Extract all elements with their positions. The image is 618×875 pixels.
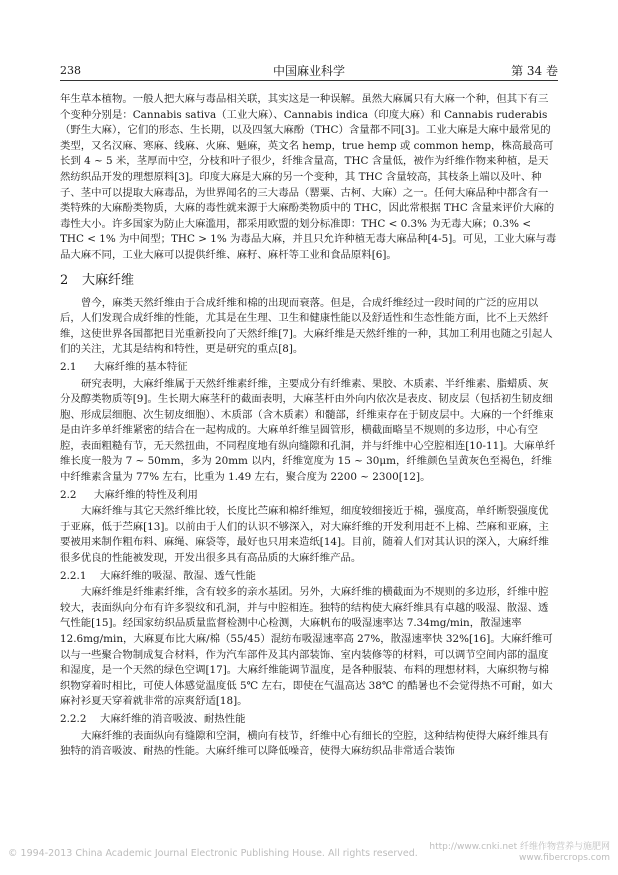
subsubsection-title: 大麻纤维的吸湿、散湿、透气性能: [100, 569, 256, 582]
copyright-notice: © 1994-2013 China Academic Journal Electronic Publishing House. All rights reserved.: [8, 848, 418, 859]
subsubsection-heading: [60, 569, 558, 585]
site-url: http://www.cnki.net: [429, 842, 518, 852]
section-paragraph: 曾今，麻类天然纤维由于合成纤维和棉的出现而衰落。但是，合成纤维经过一段时间的广泛的应用以后，人们发现合成纤维的性能，尤其是在生理、卫生和健康性能以及舒适性和生态性能方面，比不上天然纤维，这使世界各国都把目光重新投向了天然纤维[7]。大麻纤维是天然纤维的一种，其加工利用也随之引起人们的关注，尤其是结构和特性，更是研究的重点[8]。: [60, 296, 553, 356]
watermark-line-1: 纤维作物营养与施肥网: [519, 842, 610, 852]
subsubsection-paragraph: 大麻纤维的表面纵向有缝隙和空洞，横向有枝节，纤维中心有细长的空腔，这种结构使得大麻纤维具有独特的消音吸波、耐热的性能。大麻纤维可以降低噪音，使得大麻纺织品非常适合装饰: [60, 729, 549, 758]
subsubsection-number: 2.2.2: [60, 712, 87, 725]
page-header: [60, 60, 558, 81]
article-body: [60, 92, 558, 760]
subsubsection-heading: [60, 712, 558, 728]
subsection-heading: [60, 360, 558, 376]
subsection-paragraph: 大麻纤维与其它天然纤维比较，长度比苎麻和棉纤维短，细度较细接近于棉，强度高，单纤断裂强度优于亚麻，低于苎麻[13]。以前由于人们的认识不够深入，对大麻纤维的开发利用赶不上棉、苎麻和亚麻，主要被用来制作粗布料、麻绳、麻袋等，最好也只用来造纸[14]。目前，随着人们对其认识的深入，大麻纤维很多优良的性能被发现，开发出很多具有高品质的大麻纤维产品。: [60, 505, 549, 565]
subsection-number: 2.2: [60, 488, 77, 501]
subsection-number: 2.1: [60, 360, 77, 373]
subsubsection-paragraph: 大麻纤维是纤维素纤维，含有较多的亲水基团。另外，大麻纤维的横截面为不规则的多边形，纤维中腔较大，表面纵向分布有许多裂纹和孔洞，并与中腔相连。独特的结构使大麻纤维具有卓越的吸湿、散湿、透气性能[15]。经国家纺织品质量监督检测中心检测，大麻帆布的吸湿速率达 7.34mg/min，散湿速率 12.6mg/min，大麻夏布比大麻/棉（55/45）混纺布吸湿速率高 27%，散湿速率快 32%[16]。大麻纤维可以与一些聚合物制成复合材料，作为汽车部件及其内部装饰、室内装修等的材料，可以调节空间内部的温度和湿度，是一个天然的绿色空调[17]。大麻纤维能调节温度，是各种服装、布料的理想材料，大麻织物与棉织物穿着时相比，可使人体感觉温度低 5℃ 左右，即使在气温高达 38℃ 的酷暑也不会觉得热不可耐，如大麻衬衫夏天穿着就非常的凉爽舒适[18]。: [60, 586, 553, 708]
intro-paragraph: 年生草本植物。一般人把大麻与毒品相关联，其实这是一种误解。虽然大麻属只有大麻一个种，但其下有三个变种分别是：Cannabis sativa（工业大麻）、Cannabis indica（印度大麻）和 Cannabis ruderabis（野生大麻），它们的形态、生长期，以及四氢大麻酚（THC）含量都不同[3]。工业大麻是大麻中最常见的类型，又名汉麻、寒麻、线麻、火麻、魁麻，英文名 hemp，true hemp 或 common hemp，株高最高可长到 4 ~ 5 米，茎厚而中空，分枝和叶子很少，纤维含量高，THC 含量低，被作为纤维作物来种植，是天然纺织品开发的理想原料[3]。印度大麻是大麻的另一个变种，其 THC 含量较高，其枝条上端以及叶、种子、茎中可以提取大麻毒品，为世界闻名的三大毒品（罂粟、古柯、大麻）之一。任何大麻品种中都含有一类特殊的大麻酚类物质，大麻的毒性就来源于大麻酚类物质中的 THC，因此常根据 THC 含量来评价大麻的毒性大小。许多国家为防止大麻滥用，都采用欧盟的划分标准即：THC < 0.3% 为无毒大麻；0.3% < THC < 1% 为中间型；THC > 1% 为毒品大麻，并且只允许种植无毒大麻品种[4-5]。可见，工业大麻与毒品大麻不同，工业大麻可以提供纤维、麻籽、麻杆等工业和食品原料[6]。: [60, 93, 557, 261]
page-number: 238: [60, 64, 81, 77]
subsubsection-number: 2.2.1: [60, 569, 87, 582]
footer-watermark: [429, 842, 610, 864]
subsection-title: 大麻纤维的特性及利用: [94, 488, 198, 501]
watermark-line-2: www.fibercrops.com: [519, 853, 610, 863]
subsubsection-title: 大麻纤维的消音吸波、耐热性能: [100, 712, 246, 725]
volume-label: 第 34 卷: [511, 64, 558, 78]
journal-title: 中国麻业科学: [272, 64, 345, 78]
section-number: 2: [60, 272, 69, 288]
subsection-title: 大麻纤维的基本特征: [94, 360, 188, 373]
subsection-heading: [60, 488, 558, 504]
section-title: 大麻纤维: [82, 272, 135, 288]
subsection-paragraph: 研究表明，大麻纤维属于天然纤维素纤维，主要成分有纤维素、果胶、木质素、半纤维素、脂蜡质、灰分及醇类物质等[9]。生长期大麻茎秆的截面表明，大麻茎杆由外向内依次是表皮、韧皮层（包括初生韧皮细胞、形成层细胞、次生韧皮细胞）、木质部（含木质素）和髓部，纤维束存在于韧皮层中。大麻的一个纤维束是由许多单纤维紧密的结合在一起构成的。大麻单纤维呈圆管形，横截面略呈不规则的多边形，中心有空腔，表面粗糙有节，无天然扭曲，不同程度地有纵向缝隙和孔洞，并与纤维中心空腔相连[10-11]。大麻单纤维长度一般为 7 ~ 50mm，多为 20mm 以内，纤维宽度为 15 ~ 30μm，纤维颜色呈黄灰色至褐色，纤维中纤维素含量为 77% 左右，比重为 1.49 左右，聚合度为 2200 ~ 2300[12]。: [60, 377, 556, 484]
section-heading: [60, 272, 558, 290]
